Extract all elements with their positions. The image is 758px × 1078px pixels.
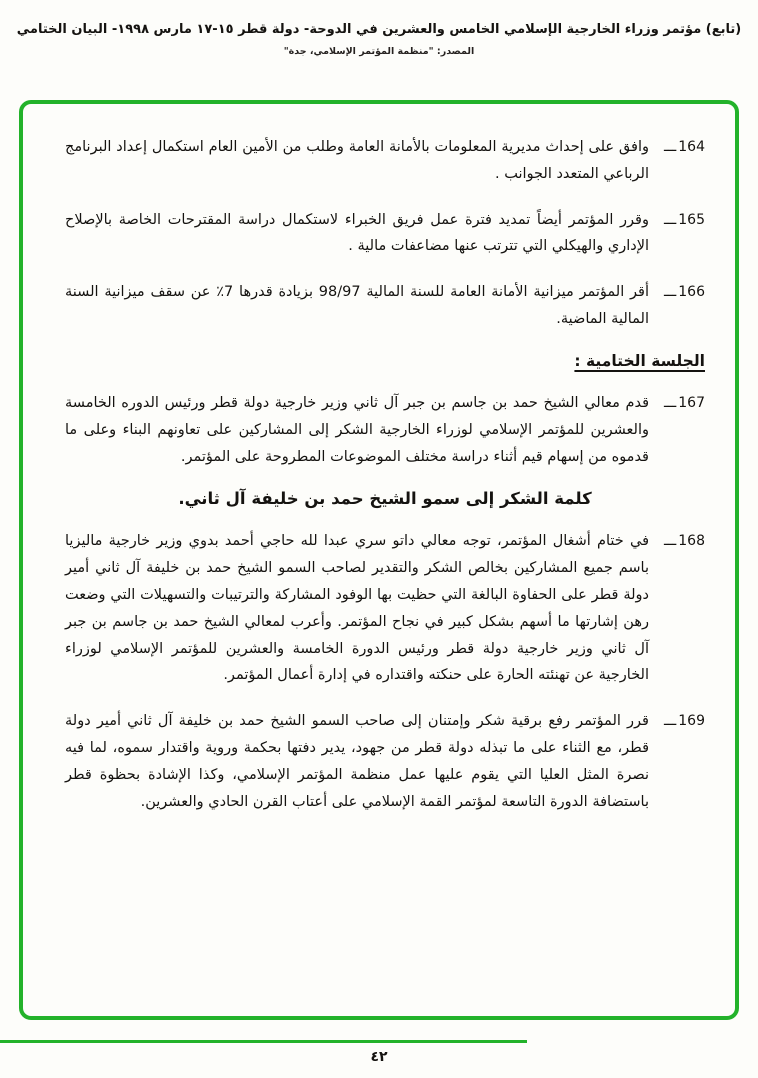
paragraph-text: أقر المؤتمر ميزانية الأمانة العامة للسنة المالية 98/97 بزيادة قدرها 7٪ عن سقف ميزانية السنة المالية الماضية.: [65, 284, 649, 328]
paragraph-text: قدم معالي الشيخ حمد بن جاسم بن جبر آل ثاني وزير خارجية دولة قطر ورئيس الدوره الخامسة والعشرين للمؤتمر الإسلامي لوزراء الخارجية الشكر إلى المشاركين على تعاونهم البناء وعلى ما قدموه من إسهام قيم أثناء دراسة مختلف الموضوعات المطروحة على المؤتمر.: [65, 394, 649, 465]
paragraph-number-value: 166: [678, 284, 705, 301]
paragraph-text: في ختام أشغال المؤتمر، توجه معالي داتو سري عبدا لله حاجي أحمد بدوي وزير خارجية ماليزيا باسم جميع المشاركين بخالص الشكر والتقدير لصاحب السمو الشيخ حمد بن خليفة آل ثاني أمير دولة قطر على الحفاوة البالغة التي حظيت بها الوفود المشاركة والترتيبات والتسهيلات التي وضعت رهن إشارتها ما أسهم بشكل كبير في نجاح المؤتمر. وأعرب لمعالي الشيخ حمد بن جاسم بن جبر آل ثاني وزير خارجية دولة قطر ورئيس الدورة الخامسة والعشرين للمؤتمر الإسلامي لوزراء الخارجية عن تهنئته الحارة على حنكته واقتداره في إدارة أعمال المؤتمر.: [65, 533, 649, 684]
paragraph-number: [649, 207, 705, 261]
section-heading: الجلسة الختامية :: [574, 351, 705, 370]
paragraph-number-value: 169: [678, 713, 705, 730]
numbered-paragraph: [65, 134, 705, 188]
header-source: المصدر: "منظمة المؤتمر الإسلامي، جدة": [283, 46, 475, 57]
paragraph-number: [649, 528, 705, 689]
paragraph-text: قرر المؤتمر رفع برقية شكر وإمتنان إلى صاحب السمو الشيخ حمد بن خليفة آل ثاني أمير دولة قطر، مع الثناء على ما تبذله دولة قطر من جهود، يدير دفتها بحكمة وروية واقتدار سموه، لما فيه نصرة المثل العليا التي يقوم عليها عمل منظمة المؤتمر الإسلامي، وكذا الإشادة بحظوة قطر باستضافة الدورة التاسعة لمؤتمر القمة الإسلامي على أعتاب القرن الحادي والعشرين.: [65, 713, 649, 810]
paragraph-number: [649, 279, 705, 333]
paragraph-number-dash: ـــ: [663, 394, 677, 411]
paragraph-number-value: 164: [678, 139, 705, 155]
page-header: [0, 0, 758, 57]
section-heading: كلمة الشكر إلى سمو الشيخ حمد بن خليفة آل ثاني.: [178, 489, 592, 509]
paragraph-number: [649, 134, 705, 188]
paragraph-number: [649, 390, 705, 470]
paragraph-number-dash: ـــ: [663, 139, 677, 155]
paragraph-number-value: 167: [678, 394, 705, 411]
paragraph-number-dash: ـــ: [663, 284, 677, 301]
paragraph-number: [649, 708, 705, 815]
numbered-paragraph: [65, 279, 705, 333]
paragraph-text: وقرر المؤتمر أيضاً تمديد فترة عمل فريق الخبراء لاستكمال دراسة المقترحات الخاصة بالإصلاح الإداري والهيكلي التي تترتب عنها مضاعفات مالية .: [65, 211, 649, 255]
paragraph-text: وافق على إحداث مديرية المعلومات بالأمانة العامة وطلب من الأمين العام استكمال إعداد البرنامج الرباعي المتعدد الجوانب .: [65, 139, 649, 182]
paragraph-number-dash: ـــ: [663, 533, 677, 550]
numbered-paragraph: [65, 390, 705, 470]
numbered-paragraph: [65, 708, 705, 815]
footer-rule: [0, 1040, 527, 1043]
paragraph-number-dash: ـــ: [663, 211, 677, 228]
header-title: (تابع) مؤتمر وزراء الخارجية الإسلامي الخامس والعشرين في الدوحة- دولة قطر ١٥-١٧ مارس ١٩٩٨- البيان الختامي: [16, 22, 742, 37]
numbered-paragraph: [65, 528, 705, 689]
content-frame: [19, 100, 739, 1020]
paragraph-number-value: 168: [678, 533, 705, 550]
numbered-paragraph: [65, 207, 705, 261]
page-number: ٤٢: [370, 1049, 388, 1065]
paragraph-number-value: 165: [678, 211, 705, 228]
paragraph-number-dash: ـــ: [663, 713, 677, 730]
